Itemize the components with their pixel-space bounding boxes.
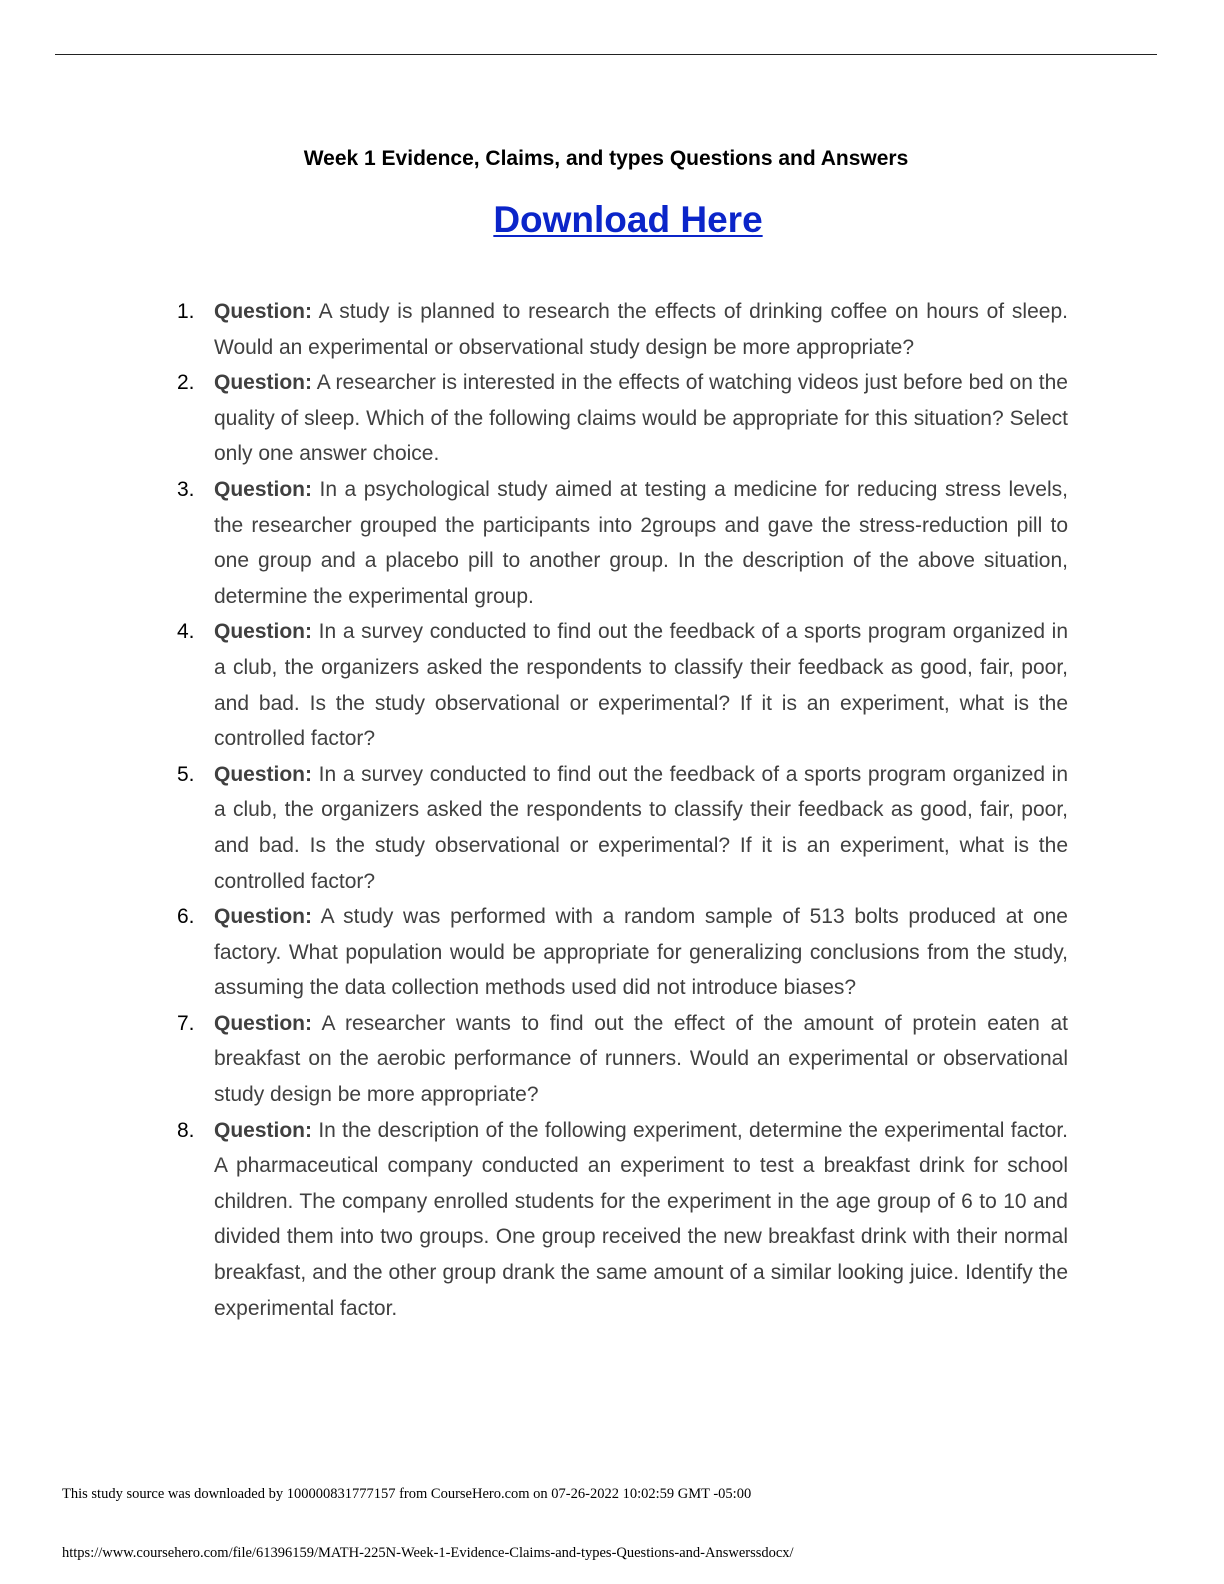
question-number: 6. [177, 905, 195, 929]
question-list [177, 294, 1069, 1326]
question-text: In a survey conducted to find out the feedback of a sports program organized in a club, the organizers asked the respondents to classify their feedback as good, fair, poor, and bad. Is the study observational or experimental? If it is an experiment, what is the controlled factor? [214, 762, 1069, 893]
question-number: 8. [177, 1118, 195, 1142]
question-label: Question: [214, 762, 312, 786]
question-text: In the description of the following experiment, determine the experimental factor. A pharmaceutical company conducted an experiment to test a breakfast drink for school children. The company enrolled students for the experiment in the age group of 6 to 10 and divided them into two groups. One group received the new breakfast drink with their normal breakfast, and the other group drank the same amount of a similar looking juice. Identify the experimental factor. [214, 1118, 1068, 1320]
question-label: Question: [214, 1011, 312, 1035]
question-label: Question: [214, 371, 312, 395]
question-label: Question: [214, 300, 312, 323]
question-item-2 [177, 365, 1068, 472]
question-item-6 [177, 899, 1068, 1006]
question-number: 2. [177, 371, 195, 395]
question-number: 1. [177, 300, 195, 323]
document-title: Week 1 Evidence, Claims, and types Questions and Answers [303, 147, 909, 170]
question-text: A study was performed with a random sample of 513 bolts produced at one factory. What population would be appropriate for generalizing conclusions from the study, assuming the data collection methods used did not introduce biases? [214, 905, 1068, 1000]
question-label: Question: [214, 477, 312, 501]
question-item-5 [177, 757, 1069, 899]
footer-source-line: This study source was downloaded by 100000831777157 from CourseHero.com on 07-26-2022 10:02:59 GMT -05:00 [62, 1486, 752, 1502]
question-text: A researcher is interested in the effects of watching videos just before bed on the quality of sleep. Which of the following claims would be appropriate for this situation? Select only one answer choice. [214, 371, 1068, 466]
download-link-container [0, 195, 1224, 245]
footer-url[interactable]: https://www.coursehero.com/file/61396159/MATH-225N-Week-1-Evidence-Claims-and-types-Questions-and-Answerssdocx/ [62, 1545, 794, 1561]
question-number: 5. [177, 762, 195, 786]
question-label: Question: [214, 1118, 312, 1142]
download-here-link[interactable]: Download Here [493, 199, 763, 240]
question-item-3 [177, 472, 1068, 614]
question-label: Question: [214, 905, 312, 929]
question-label: Question: [214, 620, 312, 644]
question-number: 3. [177, 477, 195, 501]
question-item-8 [177, 1113, 1068, 1327]
question-item-4 [177, 614, 1069, 756]
header-divider [55, 54, 1157, 55]
question-text: In a survey conducted to find out the feedback of a sports program organized in a club, the organizers asked the respondents to classify their feedback as good, fair, poor, and bad. Is the study observational or experimental? If it is an experiment, what is the controlled factor? [214, 620, 1069, 751]
question-number: 4. [177, 620, 195, 644]
question-text: A study is planned to research the effects of drinking coffee on hours of sleep. Would an experimental or observational study design be more appropriate? [214, 300, 1068, 359]
question-item-1 [177, 294, 1068, 365]
question-text: A researcher wants to find out the effect of the amount of protein eaten at breakfast on the aerobic performance of runners. Would an experimental or observational study design be more appropriate? [214, 1011, 1068, 1107]
question-number: 7. [177, 1011, 195, 1035]
question-item-7 [177, 1006, 1068, 1113]
question-text: In a psychological study aimed at testing a medicine for reducing stress levels, the researcher grouped the participants into 2groups and gave the stress-reduction pill to one group and a placebo pill to another group. In the description of the above situation, determine the experimental group. [214, 477, 1068, 608]
